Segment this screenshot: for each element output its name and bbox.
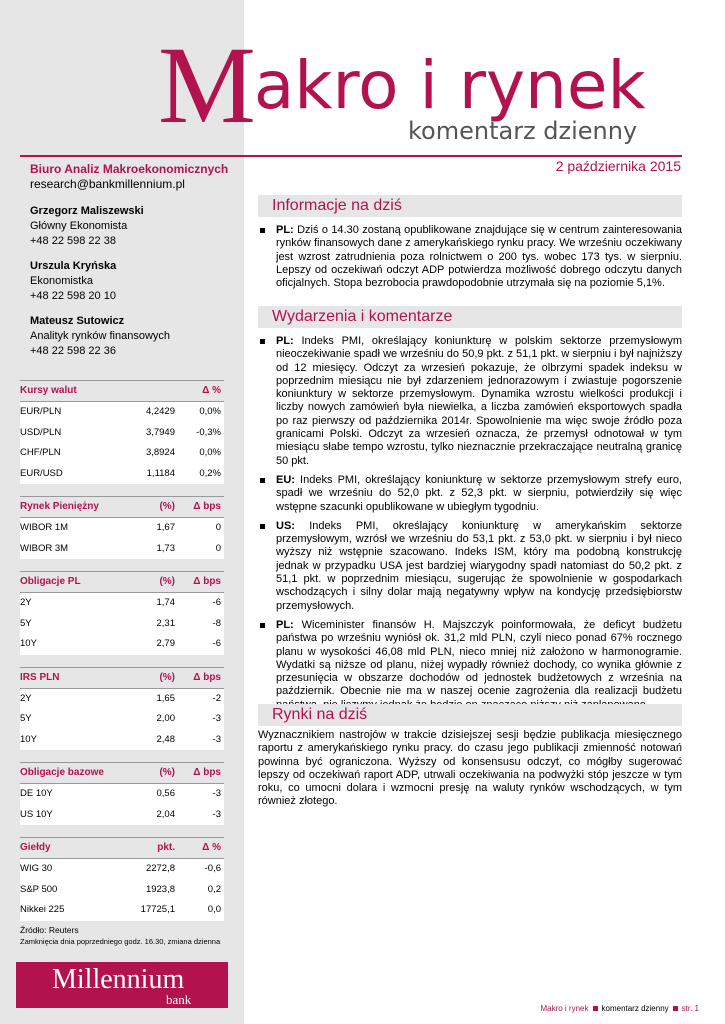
item-tag: PL: — [276, 224, 294, 236]
row-value: 2,48 — [156, 733, 175, 745]
table-row — [20, 880, 224, 901]
table-bonds-pl — [20, 571, 224, 655]
bullet-icon — [260, 623, 265, 628]
source-text: Źródło: Reuters — [20, 924, 79, 935]
row-value: 1,67 — [156, 522, 175, 533]
info-content — [258, 224, 682, 296]
table-row — [20, 423, 224, 444]
footer-subtitle: komentarz dzienny — [601, 1004, 669, 1013]
item-tag: PL: — [276, 335, 294, 347]
row-value: 1,65 — [156, 692, 175, 704]
row-value: 3,8924 — [145, 447, 175, 458]
list-item — [258, 474, 682, 514]
header-label: Kursy walut — [20, 385, 77, 396]
row-label: US 10Y — [20, 808, 53, 820]
row-change: -8 — [212, 617, 221, 629]
row-value: 17725,1 — [140, 904, 175, 915]
row-label: EUR/USD — [20, 467, 63, 479]
footer-title: Makro i rynek — [540, 1004, 589, 1013]
section-title-events: Wydarzenia i komentarze — [258, 306, 682, 328]
table-row — [20, 614, 224, 635]
millennium-logo — [16, 962, 228, 1008]
email-link[interactable]: research@bankmillennium.pl — [30, 177, 185, 191]
logo-bank: bank — [166, 992, 192, 1007]
row-label: EUR/PLN — [20, 406, 62, 417]
header-change: Δ % — [202, 385, 221, 396]
header-change: Δ bps — [193, 671, 221, 683]
logo-name: Millennium — [52, 964, 185, 995]
office-name: Biuro Analiz Makroekonomicznych — [30, 162, 229, 176]
report-subtitle: komentarz dzienny — [408, 117, 638, 145]
row-change: -3 — [212, 808, 221, 820]
row-change: -0,3% — [196, 426, 221, 438]
table-row — [20, 634, 224, 655]
item-tag: PL: — [276, 618, 294, 631]
table-row — [20, 539, 224, 560]
analyst-name: Grzegorz Maliszewski — [30, 205, 144, 217]
title-initial: M — [158, 24, 252, 146]
header-change: Δ % — [202, 842, 221, 853]
page-number: str. 1 — [681, 1004, 699, 1013]
item-text: Indeks PMI, określający koniunkturę w amerykańskim sektorze przemysłowym, wzrósł we wrześniu do 53,1 pkt. z 53,0 pkt. w sierpniu i był nieco wyższy niż wstępnie szacowano. Indeks ISM, który ma podobną konstrukcję jednak w przypadku USA jest bardziej wiarygodny spadł natomiast do 50,2 pkt. z 51,1 pkt. w poprzednim miesiącu, sugerując że spowolnienie w gospodarkach wschodzących i silny dolar mają negatywny wpływ na kondycję przedsiębiorstw przemysłowych. — [276, 519, 682, 612]
row-change: -3 — [212, 788, 221, 799]
header-change: Δ bps — [193, 767, 221, 778]
row-value: 2,79 — [156, 638, 175, 649]
header-rule — [20, 155, 682, 157]
row-change: -6 — [212, 638, 221, 649]
list-item — [258, 619, 682, 712]
page-footer — [540, 1004, 699, 1013]
row-change: 0,0% — [199, 406, 221, 417]
list-item — [258, 520, 682, 613]
header-label: Obligacje PL — [20, 576, 81, 587]
analyst-name: Mateusz Sutowicz — [30, 315, 125, 327]
row-change: -3 — [212, 733, 221, 745]
market-tables — [20, 380, 224, 947]
row-value: 1,1184 — [146, 467, 175, 479]
list-item — [258, 335, 682, 468]
title-rest: akro i rynek — [253, 47, 646, 124]
section-title-info: Informacje na dziś — [258, 195, 682, 217]
table-header — [20, 380, 224, 402]
header-change: Δ bps — [193, 501, 221, 512]
footer-square-icon — [673, 1006, 678, 1011]
row-label: CHF/PLN — [20, 447, 61, 458]
row-label: 2Y — [20, 692, 32, 704]
item-tag: EU: — [276, 473, 295, 486]
row-label: WIBOR 1M — [20, 522, 69, 533]
footer-square-icon — [593, 1006, 598, 1011]
report-date: 2 października 2015 — [555, 158, 681, 174]
table-header — [20, 571, 224, 593]
row-label: WIG 30 — [20, 863, 53, 874]
table-row — [20, 730, 224, 751]
table-row — [20, 900, 224, 921]
header-change: Δ bps — [193, 576, 221, 587]
row-value: 3,7949 — [145, 426, 175, 438]
table-row — [20, 859, 224, 880]
table-row — [20, 784, 224, 805]
row-label: 10Y — [20, 638, 37, 649]
table-header — [20, 762, 224, 784]
table-row — [20, 464, 224, 485]
table-header — [20, 837, 224, 859]
table-row — [20, 593, 224, 614]
table-row — [20, 805, 224, 826]
table-header — [20, 496, 224, 518]
item-tag: US: — [276, 519, 295, 532]
row-change: 0 — [215, 522, 221, 533]
list-item — [258, 224, 682, 290]
row-change: 0,0 — [207, 904, 221, 915]
row-label: 10Y — [20, 733, 37, 745]
header-label: Rynek Pieniężny — [20, 501, 99, 512]
table-row — [20, 518, 224, 539]
analyst-role: Ekonomistka — [30, 275, 93, 287]
header-value: (%) — [159, 671, 175, 683]
header-value: (%) — [159, 576, 175, 587]
row-change: -3 — [212, 713, 221, 724]
row-change: 0,2 — [207, 883, 221, 895]
bullet-icon — [260, 228, 265, 233]
row-value: 2,04 — [156, 808, 175, 820]
row-label: USD/PLN — [20, 426, 62, 438]
analyst-phone: +48 22 598 22 36 — [30, 345, 116, 357]
row-label: Nikkei 225 — [20, 904, 65, 915]
events-content — [258, 335, 682, 718]
contacts-block — [30, 162, 228, 359]
item-text: Dziś o 14.30 zostaną opublikowane znajdujące się w centrum zainteresowania rynków finansowych dane z amerykańskiego rynku pracy. We wrześniu oczekiwany jest wzrost zatrudnienia poza rolnictwem o 200 tys. wobec 173 tys. w sierpniu. Lepszy od oczekiwań odczyt ADP potwierdza możliwość dobrego odczytu danych oficjalnych. Stopa bezrobocia prawdopodobnie utrzymała się na poziomie 5,1%. — [276, 224, 682, 290]
analyst-phone: +48 22 598 22 38 — [30, 235, 116, 247]
row-value: 2272,8 — [145, 863, 175, 874]
item-text: Indeks PMI, określający koniunkturę w polskim sektorze przemysłowym nieoczekiwanie spadł we wrześniu do 50,9 pkt. z 51,1 pkt. w sierpniu i był najniższy od 12 miesięcy. Odczyt za wrzesień pokazuje, że olbrzymi spadek indeksu w poprzednim miesiącu nie był zdarzeniem jednorazowym i zwiastuje pogorszenie koniunktury w sektorze przemysłowym. Dynamika wzrostu wielkości produkcji i liczby nowych zamówień była niewielka, a liczba zamówień eksportowych spadła po raz pierwszy od października 2014r. Spowolnienie ma więc swoje źródło poza granicami Polski. Odczyt za wrzesień oznacza, że przemysł odnotował w tym miesiącu słabe tempo wzrostu, tylko nieznacznie przekraczające neutralną granicę 50 pkt. — [276, 335, 682, 467]
markets-text: Wyznacznikiem nastrojów w trakcie dzisiejszej sesji będzie publikacja miesięcznego raportu z amerykańskiego rynku pracy. do czasu jego publikacji zmienność notowań powinna być ograniczona. Wyższy od konsensusu odczyt, co mógłby sugerować lepszy od oczekiwań raport ADP, utrwali oczekiwania na podwyżki stóp jeszcze w tym roku, co umocni dolara i wzmocni presję na waluty rynków wschodzących, w tym również złotego. — [258, 729, 682, 808]
row-label: 5Y — [20, 713, 32, 724]
section-title-markets: Rynki na dziś — [258, 704, 682, 726]
table-header — [20, 667, 224, 689]
source-note: Zamknięcia dnia poprzedniego godz. 16.30, zmiana dzienna — [20, 936, 221, 946]
row-change: 0,0% — [199, 447, 221, 458]
analyst-name: Urszula Kryńska — [30, 260, 117, 272]
row-value: 0,56 — [156, 788, 175, 799]
row-value: 2,31 — [156, 617, 175, 629]
header-label: Giełdy — [20, 842, 51, 853]
header-label: IRS PLN — [20, 671, 60, 683]
bullet-icon — [260, 339, 265, 344]
analyst-role: Analityk rynków finansowych — [30, 330, 171, 342]
table-stocks — [20, 837, 224, 921]
row-value: 4,2429 — [145, 406, 175, 417]
row-value: 1923,8 — [145, 883, 175, 895]
header-value: (%) — [159, 501, 175, 512]
header-value: pkt. — [157, 842, 175, 853]
header-value — [120, 381, 175, 401]
table-row — [20, 402, 224, 423]
table-money-market — [20, 496, 224, 559]
table-benchmark-bonds — [20, 762, 224, 825]
header-label: Obligacje bazowe — [20, 767, 104, 778]
item-text: Wiceminister finansów H. Majszczyk poinformowała, że deficyt budżetu państwa po wrześniu wyniósł ok. 31,2 mld PLN, czyli nieco ponad 67% rocznego planu w wysokości 46,08 mld PLN, nieco mniej niż założono w harmonogramie. Wydatki są niższe od planu, niżej wypadły również dochody, co wynika głównie z przesunięcia w obszarze dochodów od jednostek budżetowych z września na październik. Obecnie nie ma w naszej ocenie zagrożenia dla realizacji budżetu — [276, 618, 682, 698]
row-value: 1,74 — [156, 597, 175, 608]
row-change: -0,6 — [204, 863, 221, 874]
row-label: 5Y — [20, 617, 32, 629]
row-value: 1,73 — [156, 542, 175, 554]
row-change: -6 — [212, 597, 221, 608]
table-row — [20, 709, 224, 730]
table-row — [20, 689, 224, 710]
table-fx — [20, 380, 224, 484]
row-change: 0 — [215, 542, 221, 554]
row-change: -2 — [212, 692, 221, 704]
row-value: 2,00 — [156, 713, 175, 724]
row-label: S&P 500 — [20, 883, 58, 895]
item-text: Indeks PMI, określający koniunkturę w sektorze przemysłowym strefy euro, spadł we wrześniu do 52,0 pkt. z 52,3 pkt. w sierpniu, potwierdziły się więc wstępne szacunki opublikowane w ubiegłym tygodniu. — [276, 473, 682, 513]
row-label: 2Y — [20, 597, 32, 608]
analyst-role: Główny Ekonomista — [30, 220, 128, 232]
bullet-icon — [260, 478, 265, 483]
table-irs — [20, 667, 224, 751]
header-value: (%) — [159, 767, 175, 778]
bullet-icon — [260, 524, 265, 529]
row-label: DE 10Y — [20, 788, 53, 799]
row-label: WIBOR 3M — [20, 542, 69, 554]
table-source — [20, 925, 224, 947]
table-row — [20, 443, 224, 464]
row-change: 0,2% — [199, 467, 221, 479]
analyst-phone: +48 22 598 20 10 — [30, 290, 116, 302]
